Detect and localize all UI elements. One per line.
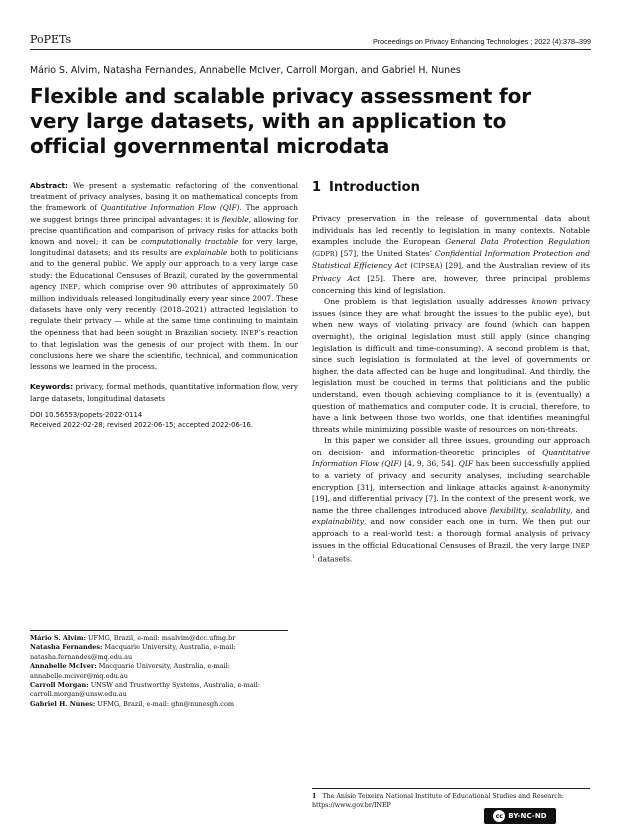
journal-name: PoPETs (30, 33, 72, 46)
paragraph: Privacy preservation in the release of governmental data about individuals has led recently to legislation in many contexts. Notable examples include the European General Data Protection Regulation (GDPR) [57], the United States’ Confidential Information Protection and Statistical Efficiency Act (CIPSEA) [29], and the Australian review of its Privacy Act [25]. There are, however, three principal problems concerning this kind of legislation. (312, 214, 591, 295)
footnote-number: 1 (312, 793, 317, 800)
received-dates: Received 2022-02-28; revised 2022-06-15; accepted 2022-06-16. (30, 420, 254, 429)
license-label: BY-NC-ND (508, 812, 547, 820)
affiliation-item: Gabriel H. Nunes: UFMG, Brazil, e-mail: ghn@nunesgh.com (30, 699, 235, 708)
affiliation-item: Carroll Morgan: UNSW and Trustworthy Systems, Australia, e-mail: carroll.morgan@unsw.edu.au (30, 681, 260, 699)
affiliation-item: Annabelle McIver: Macquarie University, Australia, e-mail: annabelle.mciver@mq.edu.au (30, 662, 230, 680)
paper-title: Flexible and scalable privacy assessment for very large datasets, with an application to official governmental microdata (30, 84, 532, 158)
proceedings-info: Proceedings on Privacy Enhancing Technologies ; 2022 (4):378–399 (372, 37, 591, 46)
keywords: Keywords: privacy, formal methods, quantitative information flow, very large datasets, longitudinal datasets (30, 382, 298, 403)
affiliation-item: Mário S. Alvim: UFMG, Brazil, e-mail: msalvim@dcc.ufmg.br (30, 634, 236, 642)
paragraph: One problem is that legislation usually addresses known privacy issues (since they are what brought the issues to the public eye), but when new ways of violating privacy are found (which can happen overnight), the original legislation must still apply (since changing legislation is difficult and time-consuming). A second problem is that, since such legislation is formulated at the level of governments or higher, the data affected can be huge and longitudinal. And thirdly, the legislation must be couched in terms that politicians and the public understand, even though achieving compliance to it is (eventually) a question of mathematics and computer code. It is crucial, therefore, to have a link between those two worlds, one that identifies meaningful threats while minimizing possible waste of resources on non-threats. (312, 297, 590, 434)
section-number: 1 (312, 180, 322, 195)
footnote (312, 788, 590, 810)
running-header (30, 33, 591, 50)
doi[interactable]: DOI 10.56553/popets-2022-0114 (30, 410, 143, 419)
section-title: Introduction (329, 180, 420, 195)
paragraph: In this paper we consider all three issues, grounding our approach on decision- and information-theoretic principles of Quantitative Information Flow (QIF) [4, 9, 36, 54]. QIF has been successfully applied to a variety of privacy and security analyses, including searchable encryption [31], intersection and linkage attacks against k-anonymity [19], and differential privacy [7]. In the context of the present work, we name the three challenges introduced above flexibility, scalability, and explainability, and now consider each one in turn. We then put our approach to a real-world test: a thorough formal analysis of privacy issues in the official Educational Censuses of Brazil, the very large INEP $^1$ datasets. (312, 436, 591, 564)
footnote-text: The Anísio Teixeira National Institute of Educational Studies and Research: https://www.gov.br/INEP (312, 793, 565, 809)
footnote-marker[interactable]: 1 (312, 554, 316, 561)
license-badge[interactable] (484, 808, 556, 824)
abstract: Abstract: We present a systematic refactoring of the conventional treatment of privacy analyses, basing it on mathematical concepts from the framework of Quantitative Information Flow (QIF). The approach we suggest brings three principal advantages: it is flexible, allowing for precise quantification and comparison of privacy risks for attacks both known and novel; it can be computationally tractable for very large, longitudinal datasets; and its results are explainable both to politicians and to the general public. We apply our approach to a very large case study: the Educational Censuses of Brazil, curated by the governmental agency INEP, which comprise over 90 attributes of approximately 50 million individuals released longitudinally every year since 2007. These datasets have only very recently (2018–2021) attracted legislation to regulate their privacy — while at the same time continuing to maintain the openness that had been sought in Brazilian society. INEP’s reaction to that legislation was the genesis of our project with them. In our conclusions here we share the scientific, technical, and communication lessons we learned in the process. (30, 181, 299, 372)
abstract-column (30, 180, 298, 430)
section-heading (312, 180, 420, 195)
keywords-label: Keywords: (30, 382, 74, 392)
author-list: Mário S. Alvim, Natasha Fernandes, Annabelle McIver, Carroll Morgan, and Gabriel H. Nunes (30, 65, 461, 76)
affiliations (30, 630, 288, 709)
cc-icon: cc (493, 810, 505, 822)
introduction-body (312, 213, 590, 565)
affiliation-item: Natasha Fernandes: Macquarie University, Australia, e-mail: natasha.fernandes@mq.edu.au (30, 643, 236, 661)
abstract-label: Abstract: (30, 181, 68, 190)
